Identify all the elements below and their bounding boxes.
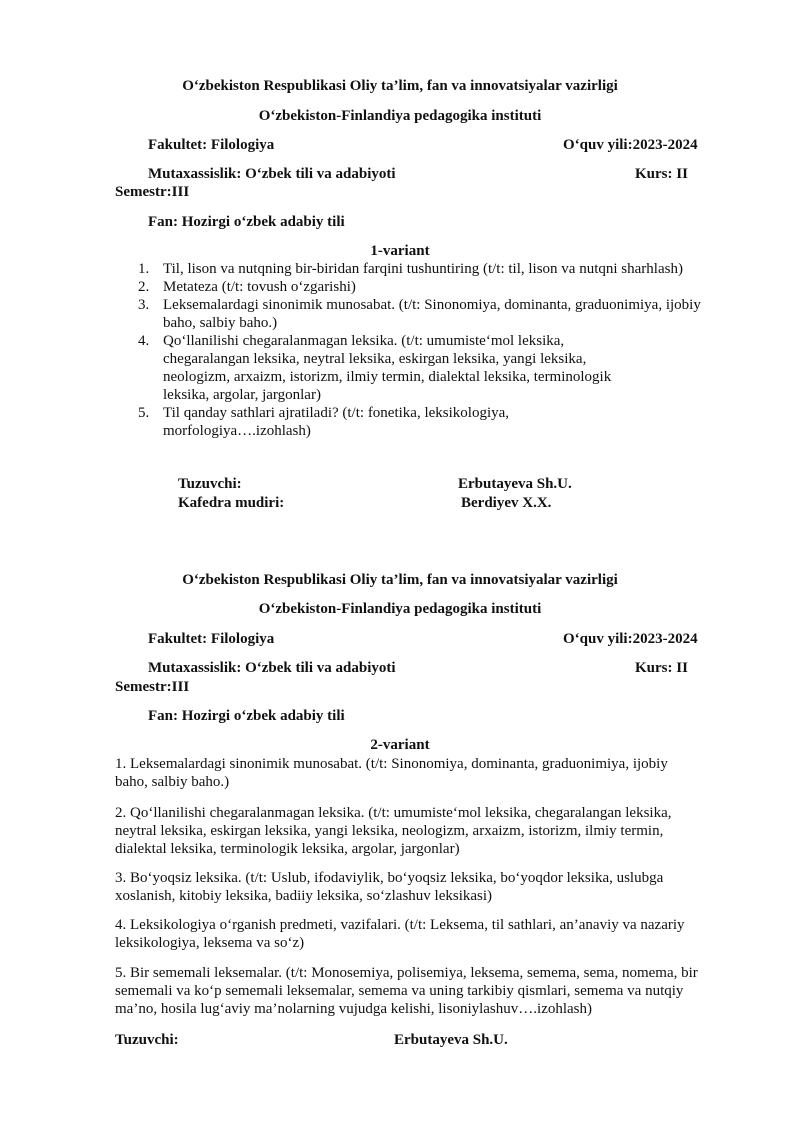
question-line: xoslanish, kitobiy leksika, badiiy leksika, so‘zlashuv leksikasi) xyxy=(115,888,493,904)
course-label: Kurs: II xyxy=(635,166,688,182)
question-number: 4. xyxy=(138,333,150,349)
variant-heading: 2-variant xyxy=(370,737,430,753)
list-item xyxy=(115,869,755,905)
specialty-label: Mutaxassislik: O‘zbek tili va adabiyoti xyxy=(148,166,396,182)
faculty-label: Fakultet: Filologiya xyxy=(148,137,275,153)
question-line: Qo‘llanilishi chegaralanmagan leksika. (t/t: umumiste‘mol leksika, xyxy=(163,333,565,349)
list-item xyxy=(115,964,755,1018)
question-list xyxy=(138,260,758,440)
question-line: Leksemalardagi sinonimik munosabat. (t/t: Sinonomiya, dominanta, graduonimiya, ijobiy xyxy=(163,297,701,313)
ministry-heading: O‘zbekiston Respublikasi Oliy ta’lim, fan va innovatsiyalar vazirligi xyxy=(182,572,618,588)
list-item xyxy=(115,804,755,858)
variant-heading: 1-variant xyxy=(370,243,430,259)
question-line: dialektal leksika, terminologik leksika, argolar, jargonlar) xyxy=(115,841,460,857)
subject-label: Fan: Hozirgi o‘zbek adabiy tili xyxy=(148,214,345,230)
faculty-label: Fakultet: Filologiya xyxy=(148,631,275,647)
institute-heading: O‘zbekiston-Finlandiya pedagogika instituti xyxy=(258,108,542,124)
question-line: Til qanday sathlari ajratiladi? (t/t: fonetika, leksikologiya, xyxy=(163,405,510,421)
question-line: leksikologiya, leksema va so‘z) xyxy=(115,935,305,951)
question-line: 2. Qo‘llanilishi chegaralanmagan leksika. (t/t: umumiste‘mol leksika, chegaralangan leksika, xyxy=(115,805,672,821)
compiler-label: Tuzuvchi: xyxy=(115,1032,179,1048)
compiler-name: Erbutayeva Sh.U. xyxy=(458,476,572,492)
list-item xyxy=(138,404,758,440)
question-number: 1. xyxy=(138,261,150,277)
question-line: 3. Bo‘yoqsiz leksika. (t/t: Uslub, ifodaviylik, bo‘yoqsiz leksika, bo‘yoqdor leksika, uslubga xyxy=(115,870,664,886)
list-item xyxy=(138,332,758,404)
list-item xyxy=(115,755,755,791)
semester-label: Semestr:III xyxy=(115,679,190,695)
question-number: 2. xyxy=(138,279,150,295)
question-line: 1. Leksemalardagi sinonimik munosabat. (t/t: Sinonomiya, dominanta, graduonimiya, ijobiy xyxy=(115,756,668,772)
list-item xyxy=(138,278,758,296)
question-line: 5. Bir sememali leksemalar. (t/t: Monosemiya, polisemiya, leksema, semema, sema, nomema, bir xyxy=(115,965,698,981)
question-line: chegaralangan leksika, neytral leksika, eskirgan leksika, yangi leksika, xyxy=(163,351,587,367)
compiler-label: Tuzuvchi: xyxy=(178,476,242,492)
specialty-label: Mutaxassislik: O‘zbek tili va adabiyoti xyxy=(148,660,396,676)
question-number: 5. xyxy=(138,405,150,421)
question-line: 4. Leksikologiya o‘rganish predmeti, vazifalari. (t/t: Leksema, til sathlari, an’anaviy va nazariy xyxy=(115,917,685,933)
question-line: morfologiya….izohlash) xyxy=(163,423,311,439)
ministry-heading: O‘zbekiston Respublikasi Oliy ta’lim, fan va innovatsiyalar vazirligi xyxy=(182,78,618,94)
question-line: leksika, argolar, jargonlar) xyxy=(163,387,321,403)
list-item xyxy=(115,916,755,952)
academic-year: O‘quv yili:2023-2024 xyxy=(563,631,698,647)
compiler-name: Erbutayeva Sh.U. xyxy=(394,1032,508,1048)
question-line: neytral leksika, eskirgan leksika, yangi leksika, neologizm, arxaizm, istorizm, ilmiy termin, xyxy=(115,823,664,839)
question-line: sememali va ko‘p sememali leksemalar, semema va uning tarkibiy qismlari, semema va nutqiy xyxy=(115,983,684,999)
question-line: ma’no, hosila lug‘aviy ma’nolarning vujudga kelishi, lisoniylashuv….izohlash) xyxy=(115,1001,593,1017)
question-line: neologizm, arxaizm, istorizm, ilmiy termin, dialektal leksika, terminologik xyxy=(163,369,612,385)
semester-label: Semestr:III xyxy=(115,184,190,200)
list-item xyxy=(138,296,758,332)
department-head-label: Kafedra mudiri: xyxy=(178,495,285,511)
department-head-name: Berdiyev X.X. xyxy=(461,495,552,511)
question-line: Til, lison va nutqning bir-biridan farqini tushuntiring (t/t: til, lison va nutqni sharhlash) xyxy=(163,261,683,277)
question-number: 3. xyxy=(138,297,150,313)
academic-year: O‘quv yili:2023-2024 xyxy=(563,137,698,153)
institute-heading: O‘zbekiston-Finlandiya pedagogika instituti xyxy=(258,601,542,617)
question-line: baho, salbiy baho.) xyxy=(115,774,230,790)
question-line: baho, salbiy baho.) xyxy=(163,315,278,331)
question-line: Metateza (t/t: tovush o‘zgarishi) xyxy=(163,279,356,295)
list-item xyxy=(138,260,758,278)
subject-label: Fan: Hozirgi o‘zbek adabiy tili xyxy=(148,708,345,724)
course-label: Kurs: II xyxy=(635,660,688,676)
